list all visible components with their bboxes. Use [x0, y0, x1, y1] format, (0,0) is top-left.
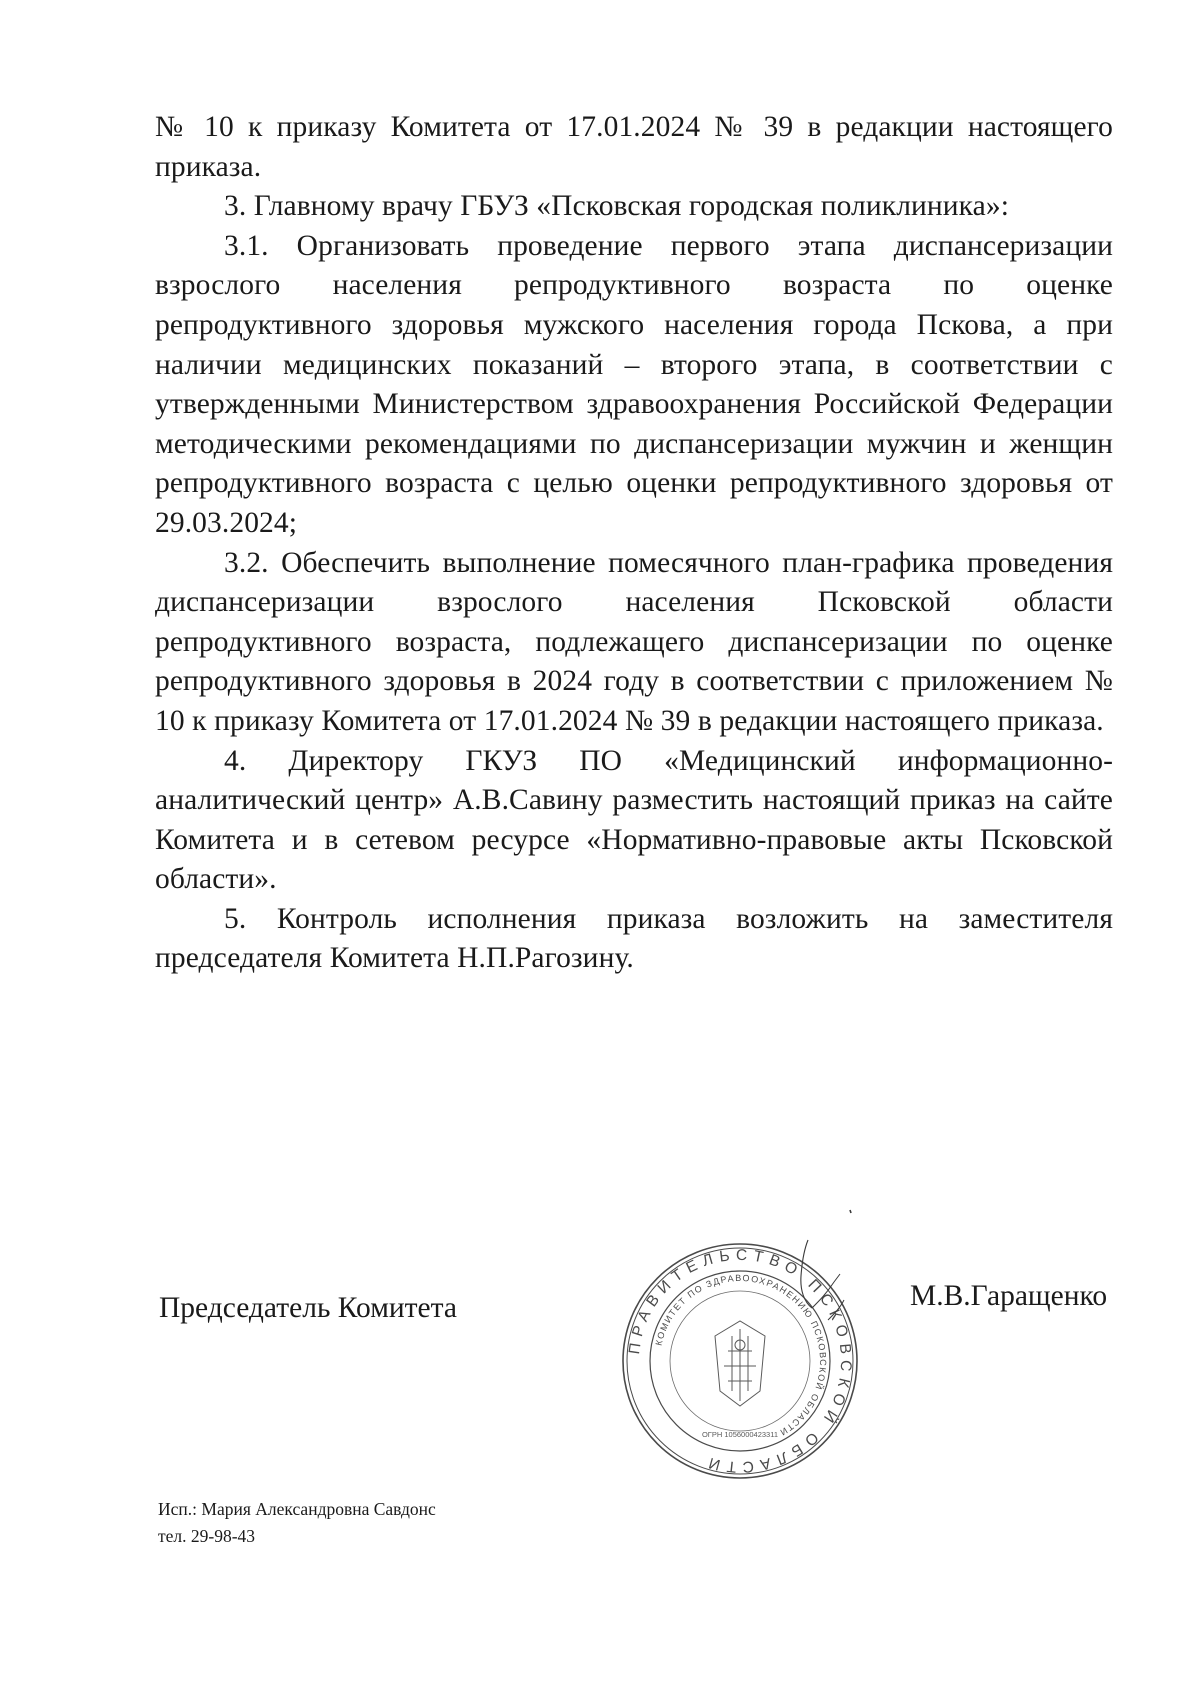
stamp-ogrn: ОГРН 1056000423311 [701, 1430, 779, 1439]
stamp-outer-text: ПРАВИТЕЛЬСТВО ПСКОВСКОЙ ОБЛАСТИ [625, 1246, 855, 1476]
executor-name: Исп.: Мария Александровна Савдонс [158, 1499, 436, 1519]
executor-phone: тел. 29-98-43 [158, 1526, 256, 1546]
signatory-name: М.В.Гаращенко [910, 1280, 1108, 1312]
paragraph-item-4: 4. Директору ГКУЗ ПО «Медицинский информационно-аналитический центр» А.В.Савину разместить настоящий приказ на сайте Комитета и в сетевом ресурсе «Нормативно-правовые акты Псковской области». [155, 744, 1113, 896]
paragraph-item-5: 5. Контроль исполнения приказа возложить на заместителя председателя Комитета Н.П.Рагозину. [155, 902, 1113, 975]
emblem-icon [715, 1321, 765, 1406]
paragraph-item-3-2: 3.2. Обеспечить выполнение помесячного план-графика проведения диспансеризации взрослого населения Псковской области репродуктивного возраста, подлежащего диспансеризации по оценке репродуктивного здоровья в 2024 году в соответствии с приложением № 10 к приказу Комитета от 17.01.2024 № 39 в редакции настоящего приказа. [155, 546, 1113, 737]
signatory-position: Председатель Комитета [159, 1292, 457, 1324]
paragraph-item-3: 3. Главному врачу ГБУЗ «Псковская городская поликлиника»: [224, 190, 1010, 223]
stamp-inner-text: КОМИТЕТ ПО ЗДРАВООХРАНЕНИЮ ПСКОВСКОЙ ОБЛАСТИ [653, 1272, 829, 1439]
paragraph-appendix-ref: № 10 к приказу Комитета от 17.01.2024 № 39 в редакции настоящего приказа. [155, 111, 1113, 183]
document-body [155, 108, 1113, 979]
handwritten-signature [790, 1190, 930, 1360]
paragraph-item-3-1: 3.1. Организовать проведение первого этапа диспансеризации взрослого населения репродуктивного возраста по оценке репродуктивного здоровья мужского населения города Пскова, а при наличии медицинских показаний – второго этапа, в соответствии с утвержденными Министерством здравоохранения Российской Федерации методическими рекомендациями по диспансеризации мужчин и женщин репродуктивного возраста с целью оценки репродуктивного здоровья от 29.03.2024; [155, 229, 1113, 539]
executor-info [158, 1496, 436, 1550]
